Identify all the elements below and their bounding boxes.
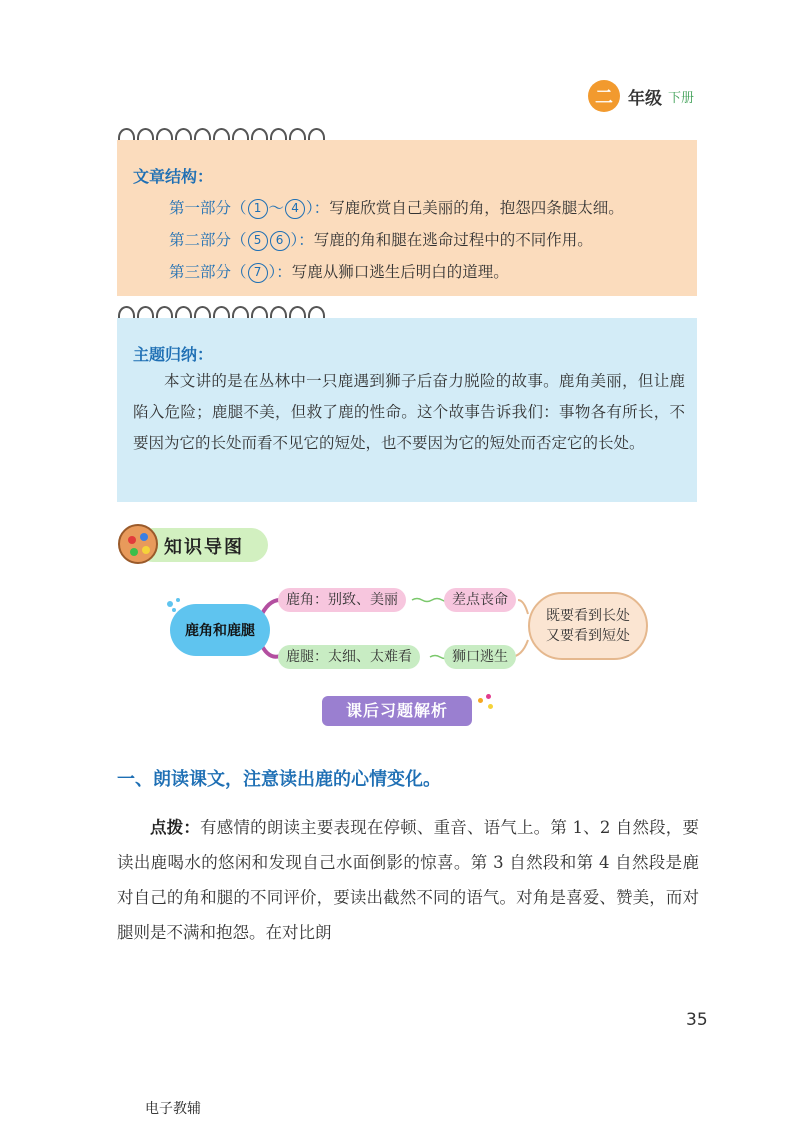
palette-icon: [118, 524, 158, 564]
structure-part-1: 第一部分（ 1 ～ 4 ）：写鹿欣赏自己美丽的角，抱怨四条腿太细。: [169, 199, 624, 217]
page-number: 35: [686, 1010, 708, 1030]
theme-text: 本文讲的是在丛林中一只鹿遇到狮子后奋力脱险的故事。鹿角美丽，但让鹿陷入危险；鹿腿不美，但救了鹿的性命。这个故事告诉我们：事物各有所长，不要因为它的长处而看不见它的短处，也不要因为它的短处而否定它的长处。: [133, 372, 685, 452]
knowledge-map-title: 知识导图: [164, 537, 244, 558]
mind-map: [160, 578, 660, 678]
paragraph-number: 6: [270, 231, 290, 251]
footer-mark: 电子教辅: [145, 1101, 201, 1117]
theme-box: [117, 318, 697, 502]
structure-part-2: 第二部分（ 5 6 ）：写鹿的角和腿在逃命过程中的不同作用。: [169, 231, 593, 249]
paragraph-number: 5: [248, 231, 268, 251]
grade-badge: [588, 80, 694, 112]
mind-map-node-antlers-result: 差点丧命: [444, 588, 516, 612]
mind-map-node-legs-result: 狮口逃生: [444, 645, 516, 669]
question-title: 一、朗读课文，注意读出鹿的心情变化。: [117, 769, 441, 790]
mind-map-conclusion: 既要看到长处 又要看到短处: [528, 592, 648, 660]
hint-text: 有感情的朗读主要表现在停顿、重音、语气上。第 1、2 自然段，要读出鹿喝水的悠闲和发现自己水面倒影的惊喜。第 3 自然段和第 4 自然段是鹿对自己的角和腿的不同评价，要读出截然不同的语气。对角是喜爱、赞美，而对腿则是不满和抱怨。在对比朗: [117, 818, 699, 942]
mind-map-node-antlers: 鹿角：别致、美丽: [278, 588, 406, 612]
hint-label: 点拨：: [150, 818, 201, 837]
structure-title: 文章结构：: [133, 167, 214, 186]
knowledge-map-header: [118, 524, 268, 566]
paragraph-number: 7: [248, 263, 268, 283]
volume-label: 下册: [668, 90, 695, 106]
theme-title: 主题归纳：: [133, 345, 214, 364]
grade-number: 二: [588, 80, 620, 112]
answer-paragraph: [117, 810, 699, 950]
mind-map-center: 鹿角和鹿腿: [170, 604, 270, 656]
structure-part-3: 第三部分（ 7 ）：写鹿从狮口逃生后明白的道理。: [169, 263, 509, 281]
structure-box: [117, 140, 697, 296]
grade-label: 年级: [628, 88, 662, 109]
exercises-banner: 课后习题解析: [322, 696, 472, 726]
paragraph-number: 1: [248, 199, 268, 219]
paragraph-number: 4: [285, 199, 305, 219]
mind-map-node-legs: 鹿腿：太细、太难看: [278, 645, 420, 669]
